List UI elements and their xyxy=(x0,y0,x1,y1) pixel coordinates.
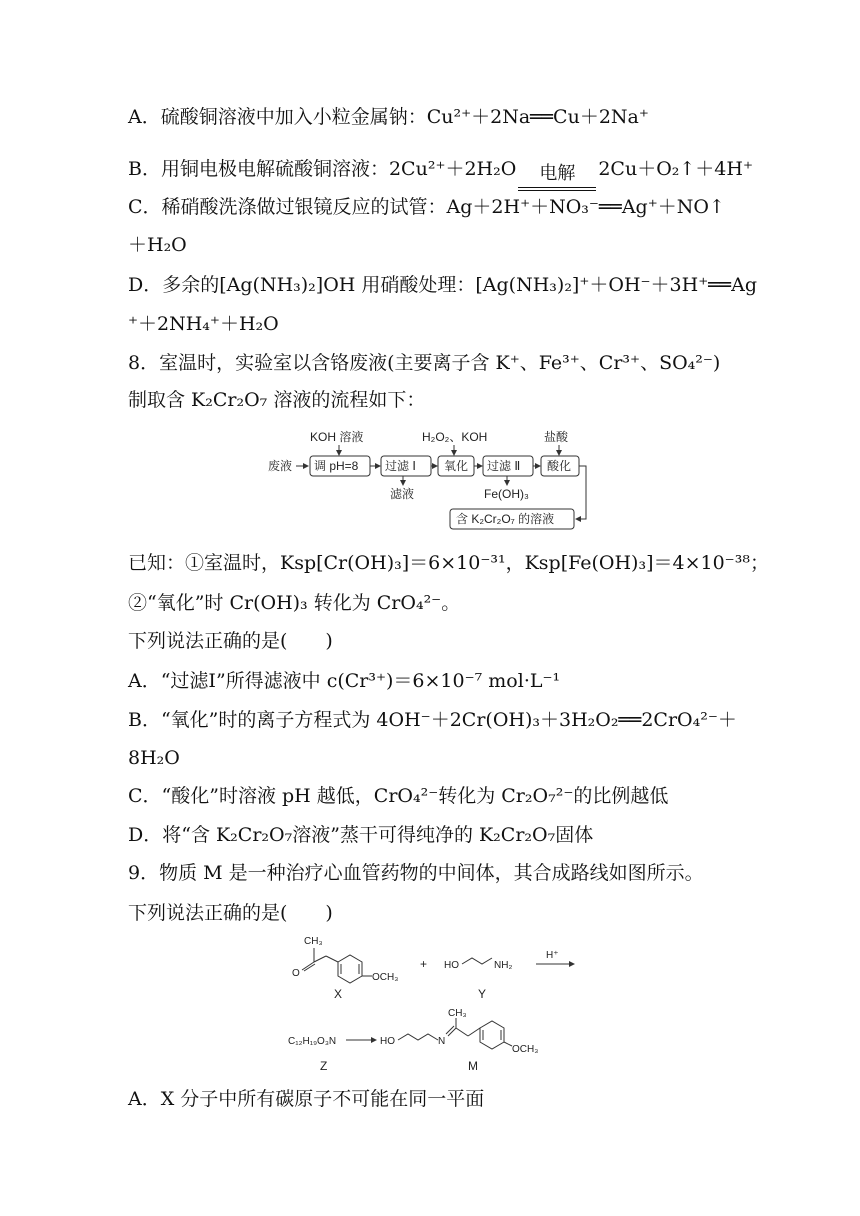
condition-rule xyxy=(518,187,596,188)
q8-option-b-line1: B．“氧化”时的离子方程式为 4OH⁻＋2Cr(OH)₃＋3H₂O₂══2CrO₄²⁻＋ xyxy=(128,709,737,731)
z-formula: C₁₂H₁₉O₃N xyxy=(288,1036,337,1047)
flow-step5-label: 酸化 xyxy=(547,459,572,473)
q9-option-a: A．X 分子中所有碳原子不可能在同一平面 xyxy=(128,1088,485,1110)
flow-step3-label: 氧化 xyxy=(444,459,469,473)
flow-step4-label: 过滤 Ⅱ xyxy=(487,459,521,473)
flow-reagent5-label: 盐酸 xyxy=(544,430,569,444)
x-label: X xyxy=(334,987,343,1001)
m-och3: OCH₃ xyxy=(512,1044,539,1055)
q9-stem-line1: 9．物质 M 是一种治疗心血管药物的中间体，其合成路线如图所示。 xyxy=(128,862,704,884)
y-nh2: NH₂ xyxy=(494,960,513,971)
q7-option-b-lhs: B．用铜电极电解硫酸铜溶液：2Cu²⁺＋2H₂O xyxy=(128,158,517,180)
flow-step2-label: 过滤 Ⅰ xyxy=(385,459,416,473)
x-och3: OCH₃ xyxy=(372,972,399,983)
q8-known-line2: ②“氧化”时 Cr(OH)₃ 转化为 CrO₄²⁻。 xyxy=(128,592,461,614)
m-ho: HO xyxy=(380,1036,395,1047)
flow-out2-label: 滤液 xyxy=(390,487,415,501)
q7-option-d-line1: D．多余的[Ag(NH₃)₂]OH 用硝酸处理：[Ag(NH₃)₂]⁺＋OH⁻＋3H⁺══Ag xyxy=(128,274,757,296)
q7-option-b-rhs: 2Cu＋O₂↑＋4H⁺ xyxy=(598,158,753,180)
y-ho: HO xyxy=(444,960,459,971)
q8-flow-diagram xyxy=(264,425,604,535)
z-label: Z xyxy=(320,1059,328,1073)
molecule-m xyxy=(380,1008,538,1073)
flow-product-label: 含 K₂Cr₂O₇ 的溶液 xyxy=(456,512,555,526)
q9-reaction-scheme xyxy=(284,932,584,1082)
q8-stem-line1: 8．室温时，实验室以含铬废液(主要离子含 K⁺、Fe³⁺、Cr³⁺、SO₄²⁻) xyxy=(128,352,721,374)
q8-option-a: A．“过滤Ⅰ”所得滤液中 c(Cr³⁺)＝6×10⁻⁷ mol·L⁻¹ xyxy=(128,670,561,692)
q8-known-line1: 已知：①室温时，Ksp[Cr(OH)₃]＝6×10⁻³¹，Ksp[Fe(OH)₃]＝4×10⁻³⁸； xyxy=(128,552,769,574)
q7-option-c-line1: C．稀硝酸洗涤做过银镜反应的试管：Ag＋2H⁺＋NO₃⁻══Ag⁺＋NO↑ xyxy=(128,196,725,218)
flow-step1-label: 调 pH=8 xyxy=(314,459,359,473)
q8-option-d: D．将“含 K₂Cr₂O₇溶液”蒸干可得纯净的 K₂Cr₂O₇固体 xyxy=(128,824,594,846)
q8-question: 下列说法正确的是( ) xyxy=(128,630,333,652)
q8-option-b-line2: 8H₂O xyxy=(128,747,180,769)
q8-stem-line2: 制取含 K₂Cr₂O₇ 溶液的流程如下： xyxy=(128,389,426,411)
electrolysis-label: 电解 xyxy=(539,163,576,184)
q8-option-c: C．“酸化”时溶液 pH 越低，CrO₄²⁻转化为 Cr₂O₇²⁻的比例越低 xyxy=(128,785,669,807)
m-nitrogen: N xyxy=(438,1036,446,1047)
q7-option-b xyxy=(128,156,753,182)
m-label: M xyxy=(468,1059,478,1073)
plus-sign: + xyxy=(420,957,428,971)
molecule-x xyxy=(292,936,398,1001)
flow-reagent1-label: KOH 溶液 xyxy=(310,430,364,444)
q7-option-c-line2: ＋H₂O xyxy=(128,234,187,256)
q9-stem-line2: 下列说法正确的是( ) xyxy=(128,902,333,924)
x-ch3: CH₃ xyxy=(304,936,323,947)
y-label: Y xyxy=(478,987,487,1001)
flow-out4-label: Fe(OH)₃ xyxy=(484,487,529,501)
q7-option-a: A．硫酸铜溶液中加入小粒金属钠：Cu²⁺＋2Na══Cu＋2Na⁺ xyxy=(128,106,649,128)
molecule-y xyxy=(444,958,512,1001)
q7-option-d-line2: ⁺＋2NH₄⁺＋H₂O xyxy=(128,313,279,335)
x-oxygen: O xyxy=(292,968,300,979)
flow-start-label: 废液 xyxy=(268,459,293,473)
m-ch3: CH₃ xyxy=(448,1008,467,1019)
catalyst-label: H⁺ xyxy=(546,950,559,961)
flow-reagent3-label: H₂O₂、KOH xyxy=(422,430,488,444)
condition-rule-2 xyxy=(518,190,596,191)
